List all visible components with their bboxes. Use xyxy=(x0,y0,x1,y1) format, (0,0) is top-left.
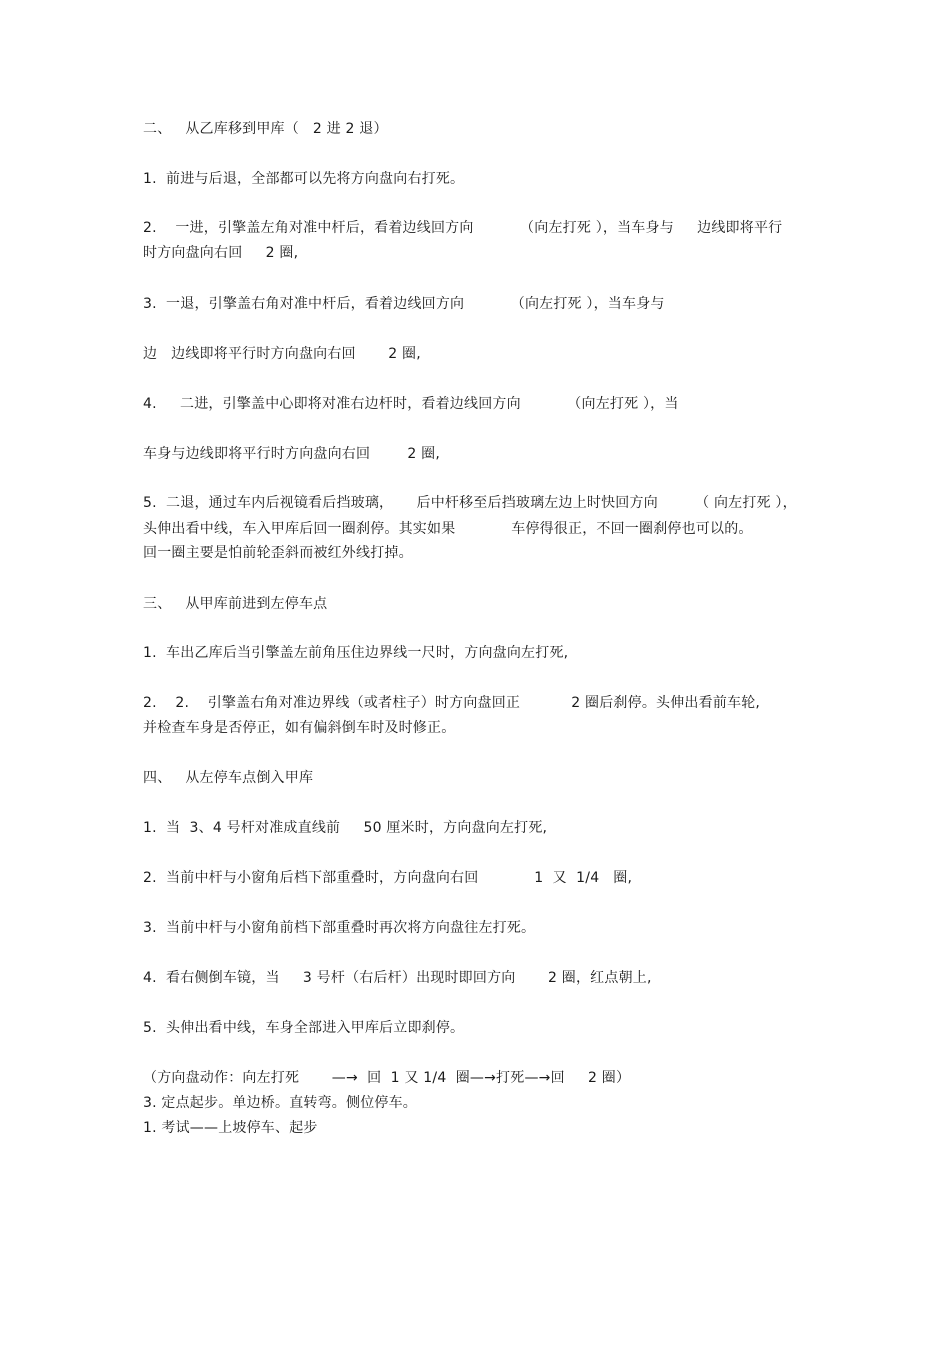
paragraph-line: 边 边线即将平行时方向盘向右回 2 圈, xyxy=(143,346,421,362)
paragraph-line: （方向盘动作：向左打死 —→ 回 1 又 1/4 圈—→打死—→回 2 圈） xyxy=(143,1070,631,1086)
paragraph-line: 并检查车身是否停正，如有偏斜倒车时及时修正。 xyxy=(143,720,456,736)
paragraph-line: 2. 2. 引擎盖右角对准边界线（或者柱子）时方向盘回正 2 圈后刹停。头伸出看前车轮, xyxy=(143,695,761,711)
section-heading-3: 三、 从甲库前进到左停车点 xyxy=(143,596,328,612)
paragraph-line: 5. 二退，通过车内后视镜看后挡玻璃， 后中杆移至后挡玻璃左边上时快回方向 （ 向左打死 ）， xyxy=(143,495,797,511)
paragraph-line: 时方向盘向右回 2 圈, xyxy=(143,245,299,261)
paragraph-line: 5. 头伸出看中线，车身全部进入甲库后立即刹停。 xyxy=(143,1020,465,1036)
paragraph-line: 3. 一退，引擎盖右角对准中杆后，看着边线回方向 （向左打死 ），当车身与 xyxy=(143,296,665,312)
paragraph-line: 3. 定点起步。单边桥。直转弯。侧位停车。 xyxy=(143,1095,418,1111)
paragraph-line: 1. 考试——上坡停车、起步 xyxy=(143,1120,318,1136)
paragraph-line: 2. 一进，引擎盖左角对准中杆后，看着边线回方向 （向左打死 ），当车身与 边线即将平行 xyxy=(143,220,783,236)
paragraph-line: 回一圈主要是怕前轮歪斜而被红外线打掉。 xyxy=(143,545,413,561)
paragraph-line: 4. 二进，引擎盖中心即将对准右边杆时，看着边线回方向 （向左打死 ），当 xyxy=(143,396,679,412)
paragraph-line: 头伸出看中线，车入甲库后回一圈刹停。其实如果 车停得很正，不回一圈刹停也可以的。 xyxy=(143,521,753,537)
paragraph-line: 2. 当前中杆与小窗角后档下部重叠时，方向盘向右回 1 又 1/4 圈, xyxy=(143,870,633,886)
paragraph-line: 4. 看右侧倒车镜，当 3 号杆（右后杆）出现时即回方向 2 圈，红点朝上, xyxy=(143,970,652,986)
paragraph-line: 1. 车出乙库后当引擎盖左前角压住边界线一尺时，方向盘向左打死, xyxy=(143,645,569,661)
paragraph-line: 1. 前进与后退，全部都可以先将方向盘向右打死。 xyxy=(143,171,465,187)
paragraph-line: 3. 当前中杆与小窗角前档下部重叠时再次将方向盘往左打死。 xyxy=(143,920,536,936)
section-heading-2: 二、 从乙库移到甲库（ 2 进 2 退） xyxy=(143,121,388,137)
section-heading-4: 四、 从左停车点倒入甲库 xyxy=(143,770,314,786)
paragraph-line: 车身与边线即将平行时方向盘向右回 2 圈, xyxy=(143,446,441,462)
paragraph-line: 1. 当 3、4 号杆对准成直线前 50 厘米时，方向盘向左打死, xyxy=(143,820,548,836)
